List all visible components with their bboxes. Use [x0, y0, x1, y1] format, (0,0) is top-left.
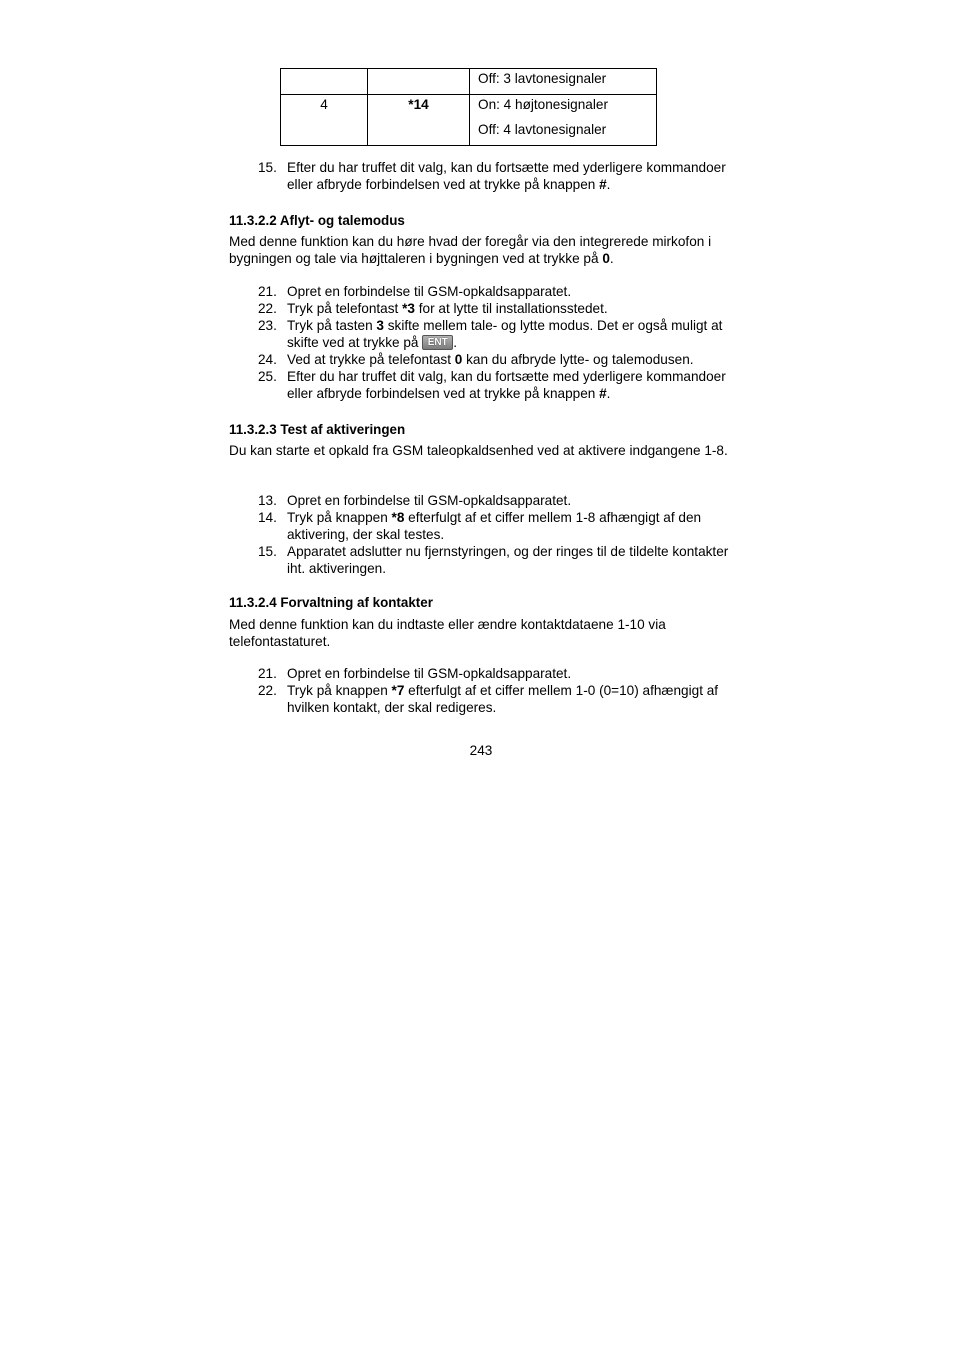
ent-key-icon: ENT — [422, 335, 453, 350]
intro-list — [0, 159, 760, 193]
list-item — [0, 368, 760, 402]
list-number: 21. — [258, 284, 277, 299]
list-text: Ved at trykke på telefontast 0 kan du afbryde lytte- og talemodusen. — [287, 352, 694, 367]
steps-list — [0, 283, 760, 402]
table-cell-line: On: 4 højtonesignaler — [478, 97, 608, 112]
list-item — [0, 682, 760, 716]
list-number: 22. — [258, 301, 277, 316]
list-text: Tryk på knappen *7 efterfulgt af et ciffer mellem 1-0 (0=10) afhængigt af hvilken kontakt, der skal redigeres. — [287, 683, 719, 715]
list-item — [0, 351, 760, 368]
table-cell-num — [281, 95, 368, 146]
table-cell-line: Off: 3 lavtonesignaler — [478, 71, 607, 86]
list-item — [0, 283, 760, 300]
list-number: 14. — [258, 510, 277, 525]
list-number: 13. — [258, 493, 277, 508]
list-text: Efter du har truffet dit valg, kan du fortsætte med yderligere kommandoer eller afbryde forbindelsen ved at trykke på knappen #. — [287, 369, 726, 401]
list-number: 15. — [258, 160, 277, 175]
table-cell-desc — [470, 95, 657, 146]
table-cell-desc — [470, 69, 657, 95]
list-text: Opret en forbindelse til GSM-opkaldsapparatet. — [287, 493, 572, 508]
list-text: Efter du har truffet dit valg, kan du fortsætte med yderligere kommandoer eller afbryde forbindelsen ved at trykke på knappen #. — [287, 160, 726, 192]
table-cell-num-text: 4 — [320, 97, 328, 112]
section-heading: 11.3.2.2 Aflyt- og talemodus — [229, 213, 405, 228]
list-item — [0, 159, 760, 193]
list-item — [0, 543, 760, 577]
list-number: 15. — [258, 544, 277, 559]
table-row — [281, 95, 657, 146]
list-number: 21. — [258, 666, 277, 681]
section-paragraph: Med denne funktion kan du indtaste eller ændre kontaktdataene 1-10 via telefontastaturet. — [229, 617, 666, 649]
list-item — [0, 300, 760, 317]
table-cell-num — [281, 69, 368, 95]
table-row — [281, 69, 657, 95]
table-cell-code — [368, 95, 470, 146]
list-item — [0, 317, 760, 351]
table-cell-line: Off: 4 lavtonesignaler — [478, 122, 607, 137]
section-paragraph: Med denne funktion kan du høre hvad der foregår via den integrerede mirkofon i bygningen og tale via højttaleren i bygningen ved at trykke på 0. — [229, 234, 712, 266]
list-text: Tryk på knappen *8 efterfulgt af et ciffer mellem 1-8 afhængigt af den aktivering, der skal testes. — [287, 510, 702, 542]
list-text: Opret en forbindelse til GSM-opkaldsapparatet. — [287, 666, 572, 681]
list-item — [0, 509, 760, 543]
list-item — [0, 492, 760, 509]
section-heading: 11.3.2.3 Test af aktiveringen — [229, 422, 406, 437]
list-text: Tryk på tasten 3 skifte mellem tale- og lytte modus. Det er også muligt at skifte ved at trykke på ENT . — [287, 318, 723, 350]
page-number: 243 — [469, 743, 493, 758]
table-cell-code — [368, 69, 470, 95]
section-paragraph: Du kan starte et opkald fra GSM taleopkaldsenhed ved at aktivere indgangene 1-8. — [229, 443, 728, 458]
list-number: 24. — [258, 352, 277, 367]
list-text: Tryk på telefontast *3 for at lytte til installationsstedet. — [287, 301, 608, 316]
steps-list — [0, 492, 760, 577]
list-number: 22. — [258, 683, 277, 698]
list-text: Opret en forbindelse til GSM-opkaldsapparatet. — [287, 284, 572, 299]
steps-list — [0, 665, 760, 716]
list-text: Apparatet adslutter nu fjernstyringen, og der ringes til de tildelte kontakter iht. aktiveringen. — [287, 544, 729, 576]
signal-table — [280, 68, 657, 146]
section-heading: 11.3.2.4 Forvaltning af kontakter — [229, 595, 433, 610]
list-number: 25. — [258, 369, 277, 384]
list-number: 23. — [258, 318, 277, 333]
list-item — [0, 665, 760, 682]
table-cell-code-text: *14 — [408, 97, 429, 112]
